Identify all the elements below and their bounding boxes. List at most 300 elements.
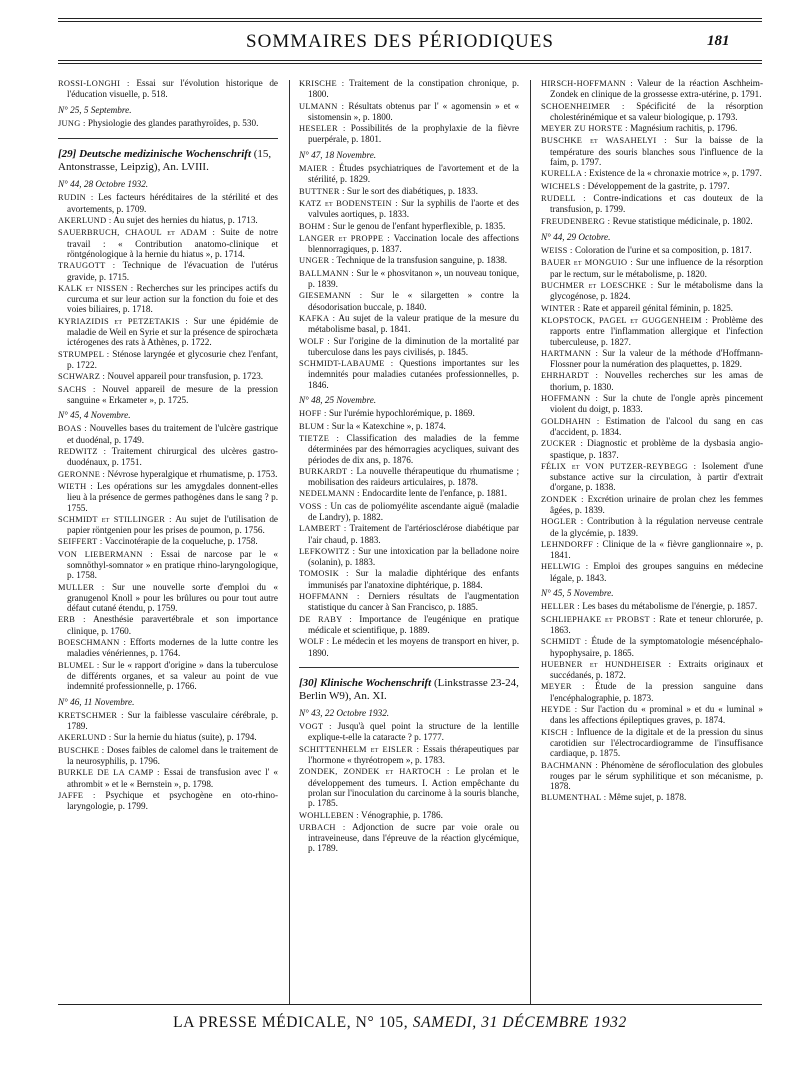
- article-title: Même sujet, p. 1878.: [608, 792, 687, 803]
- article-entry: [58, 118, 278, 129]
- article-author: FÉLIX et VON PUTZER-REYBEGG :: [541, 461, 697, 471]
- article-title: Sur la baisse de la température des souris blanches sous l'influence de la faim, p. 1797.: [550, 135, 763, 168]
- article-title: Au sujet de l'utilisation de papier röntgenien pour les prises de poumon, p. 1756.: [67, 513, 278, 536]
- article-entry: [541, 348, 763, 370]
- article-title: Développement de la gastrite, p. 1797.: [587, 180, 730, 191]
- article-entry: [299, 501, 519, 523]
- article-author: HOFF :: [299, 409, 327, 419]
- article-entry: [58, 549, 278, 581]
- article-entry: [299, 433, 519, 465]
- article-entry: [541, 494, 763, 516]
- article-entry: [541, 257, 763, 279]
- article-author: BURKLE DE LA CAMP :: [58, 768, 160, 778]
- article-title: Sur la chute de l'ongle après pincement violent du doigt, p. 1833.: [550, 393, 763, 415]
- article-entry: [299, 255, 519, 266]
- article-title: Sur le sort des diabétiques, p. 1833.: [347, 185, 478, 196]
- article-author: MEYER :: [541, 682, 585, 692]
- article-entry: [299, 313, 519, 335]
- article-author: UNGER :: [299, 256, 335, 266]
- article-entry: [58, 710, 278, 732]
- article-entry: [58, 371, 278, 382]
- article-author: URBACH :: [299, 822, 346, 832]
- article-author: FREUDENBERG :: [541, 216, 611, 226]
- article-author: WICHELS :: [541, 181, 586, 191]
- article-author: WOLF :: [299, 637, 330, 647]
- article-entry: [58, 790, 278, 812]
- article-title: Clinique de la « fièvre ganglionnaire », p. 1841.: [550, 538, 764, 561]
- article-title: Endocardite lente de l'enfance, p. 1881.: [362, 488, 508, 499]
- article-entry: [541, 315, 763, 347]
- article-title: Questions importantes sur les indemnités pour maladies cutanées professionnelles, p. 1846.: [308, 358, 520, 390]
- article-entry: [541, 659, 763, 681]
- article-author: BLUMEL :: [58, 660, 100, 670]
- article-author: BUCHMER et LOESCHKE :: [541, 281, 654, 291]
- article-title: Coloration de l'urine et sa composition, p. 1817.: [574, 245, 752, 256]
- article-author: TRAUGOTT :: [58, 261, 116, 271]
- article-author: HOFFMANN :: [541, 394, 599, 404]
- article-entry: [58, 78, 278, 100]
- article-author: KYRIAZIDIS et PETZETAKIS :: [58, 316, 189, 326]
- article-author: VOSS :: [299, 501, 328, 511]
- article-author: SCHITTENHELM et EISLER :: [299, 744, 420, 754]
- article-title: La nouvelle thérapeutique du rhumatisme ; mobilisation des raideurs articulaires, p. 1878.: [308, 465, 519, 488]
- article-entry: [299, 198, 519, 220]
- article-author: ZONDEK :: [541, 494, 584, 504]
- article-entry: [299, 614, 519, 636]
- article-author: KALK et NISSEN :: [58, 283, 134, 293]
- article-author: LEHNDORFF :: [541, 539, 600, 549]
- article-entry: [541, 245, 763, 256]
- article-title: Sur une intoxication par la belladone noire (solanin), p. 1883.: [308, 545, 520, 568]
- article-title: Névrose hyperalgique et rhumatisme, p. 1753.: [107, 468, 278, 479]
- header-rule-top-2: [58, 21, 762, 22]
- article-title: Sur la syphilis de l'aorte et des valvules aortiques, p. 1833.: [308, 197, 520, 220]
- article-entry: [58, 732, 278, 743]
- article-author: RUDIN :: [58, 193, 94, 203]
- article-author: ZONDEK, ZONDEK et HARTOCH :: [299, 767, 450, 777]
- article-entry: [541, 601, 763, 612]
- article-author: GERONNE :: [58, 469, 106, 479]
- article-author: BOESCHMANN :: [58, 638, 127, 648]
- issue-date: N° 47, 18 Novembre.: [299, 149, 377, 160]
- column-divider-2: [530, 80, 531, 1005]
- article-entry: [299, 636, 519, 658]
- article-entry: [541, 704, 763, 726]
- journal-heading: [299, 677, 519, 703]
- article-entry: [541, 168, 763, 179]
- article-entry: [299, 466, 519, 488]
- article-entry: [58, 384, 278, 406]
- page-footer: [0, 1014, 800, 1032]
- article-title: Classification des maladies de la femme déterminées par des hémorragies acycliques, suivant des périodes de dix ans, p. 1876.: [308, 432, 519, 465]
- article-title: Les bases du métabolisme de l'énergie, p. 1857.: [582, 601, 758, 612]
- article-author: REDWITZ :: [58, 447, 107, 457]
- issue-date: N° 48, 25 Novembre.: [299, 395, 377, 406]
- article-title: Essai sur l'évolution historique de l'éducation visuelle, p. 518.: [67, 78, 279, 100]
- page-header-title: SOMMAIRES DES PÉRIODIQUES: [246, 31, 554, 52]
- article-author: WOHLLEBEN :: [299, 810, 359, 820]
- article-author: LAMBERT :: [299, 524, 347, 534]
- article-title: Étude de la pression sanguine dans l'encéphalographie, p. 1873.: [550, 681, 763, 703]
- article-title: Sur la valeur de la méthode d'Hoffmann-Flossner pour la numération des plaquettes, p. 1829.: [550, 347, 763, 370]
- article-title: Valeur de la réaction Aschheim-Zondek en clinique de la grossesse extra-utérine, p. 1791.: [550, 78, 764, 100]
- article-author: SCHMIDT et STILLINGER :: [58, 514, 172, 524]
- issue-date: N° 25, 5 Septembre.: [58, 104, 132, 115]
- article-title: Traitement de l'artériosclérose diabétique par l'air chaud, p. 1883.: [308, 523, 519, 545]
- article-entry: [58, 637, 278, 659]
- section-separator: [58, 138, 278, 139]
- article-title: Essai de transfusion avec l' « athrombit » et le « Bernstein », p. 1798.: [67, 767, 278, 789]
- article-title: Jusqu'à quel point la structure de la lentille explique-t-elle la cataracte ? p. 1777.: [308, 721, 519, 743]
- article-entry: [299, 488, 519, 499]
- article-author: KURELLA :: [541, 169, 587, 179]
- article-entry: [541, 370, 763, 392]
- article-title: Extraits originaux et succédanés, p. 1872.: [550, 658, 763, 681]
- article-author: WEISS :: [541, 246, 573, 256]
- article-entry: [541, 792, 763, 803]
- article-author: ROSSI-LONGHI :: [58, 79, 130, 88]
- article-title: Sur une nouvelle sorte d'emploi du « granugenol Knoll » pour les brûlures ou pour tout autre défaut cutané étendu, p. 1759.: [67, 581, 279, 614]
- article-author: MULLER :: [58, 582, 105, 592]
- article-entry: [299, 101, 519, 123]
- article-author: ERB :: [58, 615, 86, 625]
- article-author: MEYER ZU HORSTE :: [541, 124, 628, 134]
- footer-date: SAMEDI, 31 DÉCEMBRE 1932: [412, 1014, 627, 1031]
- article-author: AKERLUND :: [58, 733, 112, 743]
- journal-info: (15, Antonstrasse, Leipzig), An. LVIII.: [58, 148, 272, 174]
- article-title: Contre-indications et cas douteux de la transfusion, p. 1799.: [550, 192, 763, 215]
- article-author: BALLMANN :: [299, 268, 354, 278]
- article-title: Sur le « phosvitanon », un nouveau tonique, p. 1839.: [308, 267, 519, 290]
- journal-name: Deutsche medizinische Wochenschrift: [79, 148, 252, 161]
- article-author: KRISCHE :: [299, 79, 345, 88]
- article-entry: [58, 423, 278, 445]
- article-entry: [58, 614, 278, 636]
- article-entry: [541, 280, 763, 302]
- article-author: KAFKA :: [299, 313, 336, 323]
- article-title: Sur une influence de la résorption par le rectum, sur le métabolisme, p. 1820.: [550, 257, 764, 279]
- article-entry: [541, 539, 763, 561]
- article-author: HARTMANN :: [541, 348, 599, 358]
- article-entry: [541, 123, 763, 134]
- article-entry: [541, 393, 763, 415]
- section-separator: [299, 667, 519, 668]
- article-entry: [541, 416, 763, 438]
- article-title: Traitement chirurgical des ulcères gastro-duodénaux, p. 1751.: [67, 446, 278, 468]
- article-author: VOGT :: [299, 722, 332, 732]
- article-entry: [58, 745, 278, 767]
- header-rule-bottom: [58, 60, 762, 61]
- article-author: BLUMENTHAL :: [541, 793, 607, 803]
- article-title: Derniers résultats de l'augmentation statistique du cancer à San Francisco, p. 1885.: [308, 591, 519, 613]
- article-author: HEYDE :: [541, 705, 578, 715]
- article-entry: [299, 408, 519, 419]
- journal-number: [29]: [58, 148, 77, 161]
- issue-date: N° 44, 29 Octobre.: [541, 231, 611, 242]
- article-author: BOAS :: [58, 424, 87, 434]
- article-entry: [299, 123, 519, 145]
- footer-journal: LA PRESSE MÉDICALE,: [173, 1014, 352, 1031]
- article-entry: [299, 421, 519, 432]
- article-title: Physiologie des glandes parathyroïdes, p. 530.: [87, 117, 259, 128]
- article-title: Traitement de la constipation chronique, p. 1800.: [308, 78, 520, 100]
- article-title: Nouvelles recherches sur les amas de thorium, p. 1830.: [550, 370, 764, 392]
- article-entry: [541, 727, 763, 759]
- article-entry: [299, 186, 519, 197]
- article-author: TIETZE :: [299, 433, 340, 443]
- column-3: [541, 78, 763, 805]
- journal-info: (Linkstrasse 23-24, Berlin W9), An. XI.: [299, 676, 519, 702]
- article-author: KISCH :: [541, 727, 574, 737]
- article-title: Sur une épidémie de maladie de Weil en Syrie et sur la présence de spirochæta ictérogenes des rats à Athènes, p. 1722.: [67, 315, 279, 348]
- article-author: HOFFMANN :: [299, 592, 360, 602]
- article-entry: [541, 101, 763, 123]
- article-entry: [58, 283, 278, 315]
- article-author: MAIER :: [299, 164, 335, 174]
- article-title: Technique de l'évacuation de l'utérus gravide, p. 1715.: [67, 260, 278, 282]
- article-entry: [58, 349, 278, 371]
- article-entry: [299, 721, 519, 743]
- article-title: Recherches sur les principes actifs du curcuma et sur leur action sur la fonction du foie et des voies biliaires, p. 1718.: [67, 282, 278, 315]
- header-rule-top: [58, 18, 762, 19]
- article-title: Sur le métabolisme dans la glycogénose, p. 1824.: [550, 280, 764, 302]
- article-author: STRUMPEL :: [58, 349, 110, 359]
- article-author: JAFFE :: [58, 790, 96, 800]
- article-entry: [58, 514, 278, 536]
- article-title: Excrétion urinaire de prolan chez les femmes âgées, p. 1839.: [550, 493, 763, 515]
- article-title: Les facteurs héréditaires de la stérilité et des avortements, p. 1709.: [67, 192, 278, 214]
- article-author: BAUER et MONGUIO :: [541, 258, 633, 268]
- article-author: LEFKOWITZ :: [299, 546, 356, 556]
- article-entry: [299, 591, 519, 613]
- article-title: Sur la faiblesse vasculaire cérébrale, p. 1789.: [67, 709, 278, 732]
- article-entry: [541, 135, 763, 167]
- article-title: Problème des rapports entre l'inflammation allergique et l'infection tuberculeuse, p. 1827.: [550, 314, 764, 347]
- article-entry: [541, 636, 763, 658]
- issue-date: N° 45, 5 Novembre.: [541, 588, 614, 599]
- article-entry: [58, 192, 278, 214]
- article-author: BUSCHKE et WASAHELYI :: [541, 136, 667, 146]
- article-title: Anesthésie paravertébrale et son importance clinique, p. 1760.: [67, 614, 278, 636]
- article-entry: [58, 660, 278, 692]
- article-author: AKERLUND :: [58, 216, 112, 226]
- column-2: [299, 78, 519, 855]
- article-entry: [541, 303, 763, 314]
- article-entry: [541, 78, 763, 100]
- article-author: HELLER :: [541, 602, 580, 612]
- article-title: Doses faibles de calomel dans le traitement de la neurosyphilis, p. 1796.: [67, 744, 278, 767]
- article-title: Sténose laryngée et glycosurie chez l'enfant, p. 1722.: [67, 348, 279, 370]
- article-entry: [299, 268, 519, 290]
- footer-number: N° 105,: [355, 1014, 409, 1031]
- article-title: Estimation de l'alcool du sang en cas d'accident, p. 1834.: [550, 415, 763, 437]
- article-title: Études psychiatriques de l'avortement et de la stérilité, p. 1829.: [308, 163, 519, 185]
- article-author: SCHLIEPHAKE et PROBST :: [541, 614, 656, 624]
- issue-date: N° 44, 28 Octobre 1932.: [58, 179, 149, 190]
- article-title: Importance de l'eugénique en pratique médicale et scientifique, p. 1889.: [308, 613, 519, 635]
- page-number: 181: [707, 33, 730, 49]
- article-author: HUEBNER et HUNDHEISER :: [541, 659, 672, 669]
- article-title: Vaccinotérapie de la coqueluche, p. 1758.: [104, 536, 258, 547]
- article-title: Les opérations sur les amygdales donnent-elles lieu à la présence de germes pathogènes dans le sang ? p. 1755.: [67, 480, 279, 513]
- article-author: GIESEMANN :: [299, 291, 363, 301]
- article-title: Vaccination locale des affections blennorragiques, p. 1837.: [308, 232, 519, 255]
- article-entry: [541, 181, 763, 192]
- article-entry: [58, 582, 278, 614]
- article-title: Existence de la « chronaxie motrice », p. 1797.: [589, 168, 762, 179]
- journal-heading: [58, 148, 278, 174]
- article-author: SEIFFERT :: [58, 537, 103, 547]
- article-title: Adjonction de sucre par voie orale ou intraveineuse, dans l'épreuve de la réaction glycémique, p. 1789.: [308, 821, 519, 854]
- article-title: Sur la maladie diphtérique des enfants immunisés par l'anatoxine diphtérique, p. 1884.: [308, 568, 520, 590]
- article-entry: [58, 316, 278, 348]
- journal-name: Klinische Wochenschrift: [320, 676, 432, 689]
- article-author: HESELER :: [299, 124, 346, 134]
- article-author: EHRHARDT :: [541, 371, 599, 381]
- article-title: Emploi des groupes sanguins en médecine légale, p. 1843.: [550, 561, 764, 583]
- article-author: KLOPSTOCK, PAGEL et GUGGENHEIM :: [541, 315, 709, 325]
- article-title: Sur l'origine de la diminution de la mortalité par tuberculose dans les pays civilisés, p. 1845.: [308, 335, 520, 357]
- footer-rule: [58, 1004, 762, 1005]
- article-entry: [299, 78, 519, 100]
- article-author: WIETH :: [58, 481, 94, 491]
- article-entry: [541, 461, 763, 493]
- article-entry: [541, 193, 763, 215]
- article-author: WOLF :: [299, 336, 331, 346]
- article-title: Diagnostic et problème de la dysbasia angio-spastique, p. 1837.: [550, 438, 764, 460]
- article-author: SCHOENHEIMER :: [541, 101, 625, 111]
- article-author: VON LIEBERMANN :: [58, 549, 154, 559]
- header-rule-bottom-2: [58, 63, 762, 64]
- article-author: LANGER et PROPPE :: [299, 233, 390, 243]
- article-title: Sur l'urémie hypochlorémique, p. 1869.: [328, 408, 475, 419]
- article-author: NEDELMANN :: [299, 489, 360, 499]
- article-entry: [541, 561, 763, 583]
- article-author: KRETSCHMER :: [58, 710, 124, 720]
- article-author: SCHWARZ :: [58, 372, 106, 382]
- article-title: Nouvel appareil pour transfusion, p. 1723.: [107, 371, 264, 382]
- article-title: Revue statistique médicinale, p. 1802.: [612, 215, 753, 226]
- article-entry: [541, 516, 763, 538]
- article-author: BUSCHKE :: [58, 745, 105, 755]
- article-title: Au sujet de la valeur pratique de la mesure du métabolisme basal, p. 1841.: [308, 312, 519, 335]
- article-title: Résultats obtenus par l' « agomensin » et « sistomensin », p. 1800.: [308, 100, 519, 122]
- article-author: HELLWIG :: [541, 562, 589, 572]
- article-entry: [299, 221, 519, 232]
- article-title: Influence de la digitale et de la pression du sinus carotidien sur l'électrocardiogramme de l'insuffisance cardiaque, p. 1875.: [550, 726, 764, 759]
- column-1: [58, 78, 278, 813]
- article-title: Magnésium rachitis, p. 1796.: [630, 123, 738, 134]
- article-author: BOHM :: [299, 221, 331, 231]
- article-title: Le prolan et le développement des tumeurs. I. Action empêchante du prolan sur l'inoculation du carcinome à la souris blanche, p. 1785.: [308, 766, 519, 809]
- article-entry: [541, 681, 763, 703]
- article-entry: [299, 358, 519, 390]
- article-entry: [58, 481, 278, 513]
- article-entry: [58, 227, 278, 259]
- article-author: DE RABY :: [299, 614, 353, 624]
- journal-number: [30]: [299, 676, 318, 689]
- article-title: Phénomène de sérofloculation des globules rouges par le sérum syphilitique et son mécanisme, p. 1878.: [550, 759, 763, 792]
- article-author: HOGLER :: [541, 517, 584, 527]
- article-title: Essai de narcose par le « somnöthyl-somnator » en pratique rhino-laryngologique, p. 1758.: [67, 548, 279, 581]
- article-entry: [541, 438, 763, 460]
- article-author: GOLDHAHN :: [541, 416, 600, 426]
- article-author: BUTTNER :: [299, 186, 345, 196]
- article-title: Sur le genou de l'enfant hyperflexible, p. 1835.: [332, 220, 506, 231]
- issue-date: N° 45, 4 Novembre.: [58, 410, 131, 421]
- article-author: RUDELL :: [541, 193, 586, 203]
- article-title: Psychique et psychogène en oto-rhino-laryngologie, p. 1799.: [67, 789, 279, 812]
- article-author: KATZ et BODENSTEIN :: [299, 198, 398, 208]
- article-entry: [58, 536, 278, 547]
- article-title: Sur la hernie du hiatus (suite), p. 1794.: [113, 732, 257, 743]
- article-entry: [299, 163, 519, 185]
- article-entry: [58, 767, 278, 789]
- article-title: Contribution à la régulation nerveuse centrale de la glycémie, p. 1839.: [550, 516, 763, 538]
- article-author: HIRSCH-HOFFMANN :: [541, 79, 634, 88]
- article-title: Le médecin et les moyens de transport en hiver, p. 1890.: [308, 636, 519, 658]
- article-entry: [541, 216, 763, 227]
- article-author: BURKARDT :: [299, 466, 354, 476]
- article-author: SAUERBRUCH, CHAOUL et ADAM :: [58, 228, 216, 238]
- article-title: Étude de la symptomatologie mésencéphalo-hypophysaire, p. 1865.: [550, 636, 763, 658]
- column-divider-1: [289, 80, 290, 1005]
- article-title: Sur l'action du « prominal » et du « luminal » dans les affections épileptiques graves, p. 1874.: [550, 704, 763, 726]
- article-author: SCHMIDT :: [541, 637, 588, 647]
- article-entry: [58, 469, 278, 480]
- article-title: Au sujet des hernies du hiatus, p. 1713.: [113, 215, 258, 226]
- article-title: Nouvel appareil de mesure de la pression sanguine « Erkameter », p. 1725.: [67, 383, 278, 405]
- article-title: Spécificité de la résorption cholestérinémique et sa valeur biologique, p. 1793.: [550, 100, 764, 122]
- article-title: Sur le « silargetten » contre la désodorisation buccale, p. 1840.: [308, 290, 519, 312]
- article-title: Isolement d'une substance active sur la circulation, à partir d'extrait d'organe, p. 1838.: [550, 460, 763, 493]
- article-author: TOMOSIK :: [299, 569, 349, 579]
- article-title: Essais thérapeutiques par l'hormone « thyréotropem », p. 1783.: [308, 743, 519, 766]
- article-title: Sur la « Katexchine », p. 1874.: [331, 420, 446, 431]
- article-title: Suite de notre travail : « Contribution anatomo-clinique et röntgénologique à la hernie du hiatus », p. 1714.: [67, 227, 279, 259]
- article-entry: [299, 523, 519, 545]
- article-title: Efforts modernes de la lutte contre les maladies vénériennes, p. 1764.: [67, 637, 279, 659]
- article-author: BACHMANN :: [541, 760, 598, 770]
- article-entry: [299, 290, 519, 312]
- article-title: Sur le « rapport d'origine » dans la tuberculose de différents organes, et sa valeur au point de vue indemnité professionnelle, p. 1766.: [67, 659, 279, 692]
- issue-date: N° 46, 11 Novembre.: [58, 696, 135, 707]
- article-entry: [299, 546, 519, 568]
- article-author: JUNG :: [58, 118, 86, 128]
- article-entry: [299, 233, 519, 255]
- article-author: SCHMIDT-LABAUME :: [299, 359, 394, 369]
- article-entry: [58, 260, 278, 282]
- article-title: Technique de la transfusion sanguine, p. 1838.: [336, 255, 508, 266]
- article-title: Vénographie, p. 1786.: [360, 809, 443, 820]
- article-entry: [299, 744, 519, 766]
- article-entry: [58, 446, 278, 468]
- article-entry: [299, 822, 519, 854]
- article-author: ZUCKER :: [541, 439, 584, 449]
- article-author: ULMANN :: [299, 101, 345, 111]
- article-entry: [299, 336, 519, 358]
- article-author: BLUM :: [299, 421, 330, 431]
- article-entry: [541, 760, 763, 792]
- article-entry: [299, 810, 519, 821]
- article-title: Un cas de poliomyélite ascendante aiguë (maladie de Landry), p. 1882.: [308, 500, 519, 522]
- article-author: WINTER :: [541, 303, 581, 313]
- article-title: Rate et appareil génital féminin, p. 1825.: [582, 302, 733, 313]
- article-title: Possibilités de la prophylaxie de la fièvre puerpérale, p. 1801.: [308, 123, 519, 145]
- article-title: Nouvelles bases du traitement de l'ulcère gastrique et duodénal, p. 1749.: [67, 423, 279, 445]
- article-title: Rate et teneur chlorurée, p. 1863.: [550, 613, 764, 635]
- article-entry: [58, 215, 278, 226]
